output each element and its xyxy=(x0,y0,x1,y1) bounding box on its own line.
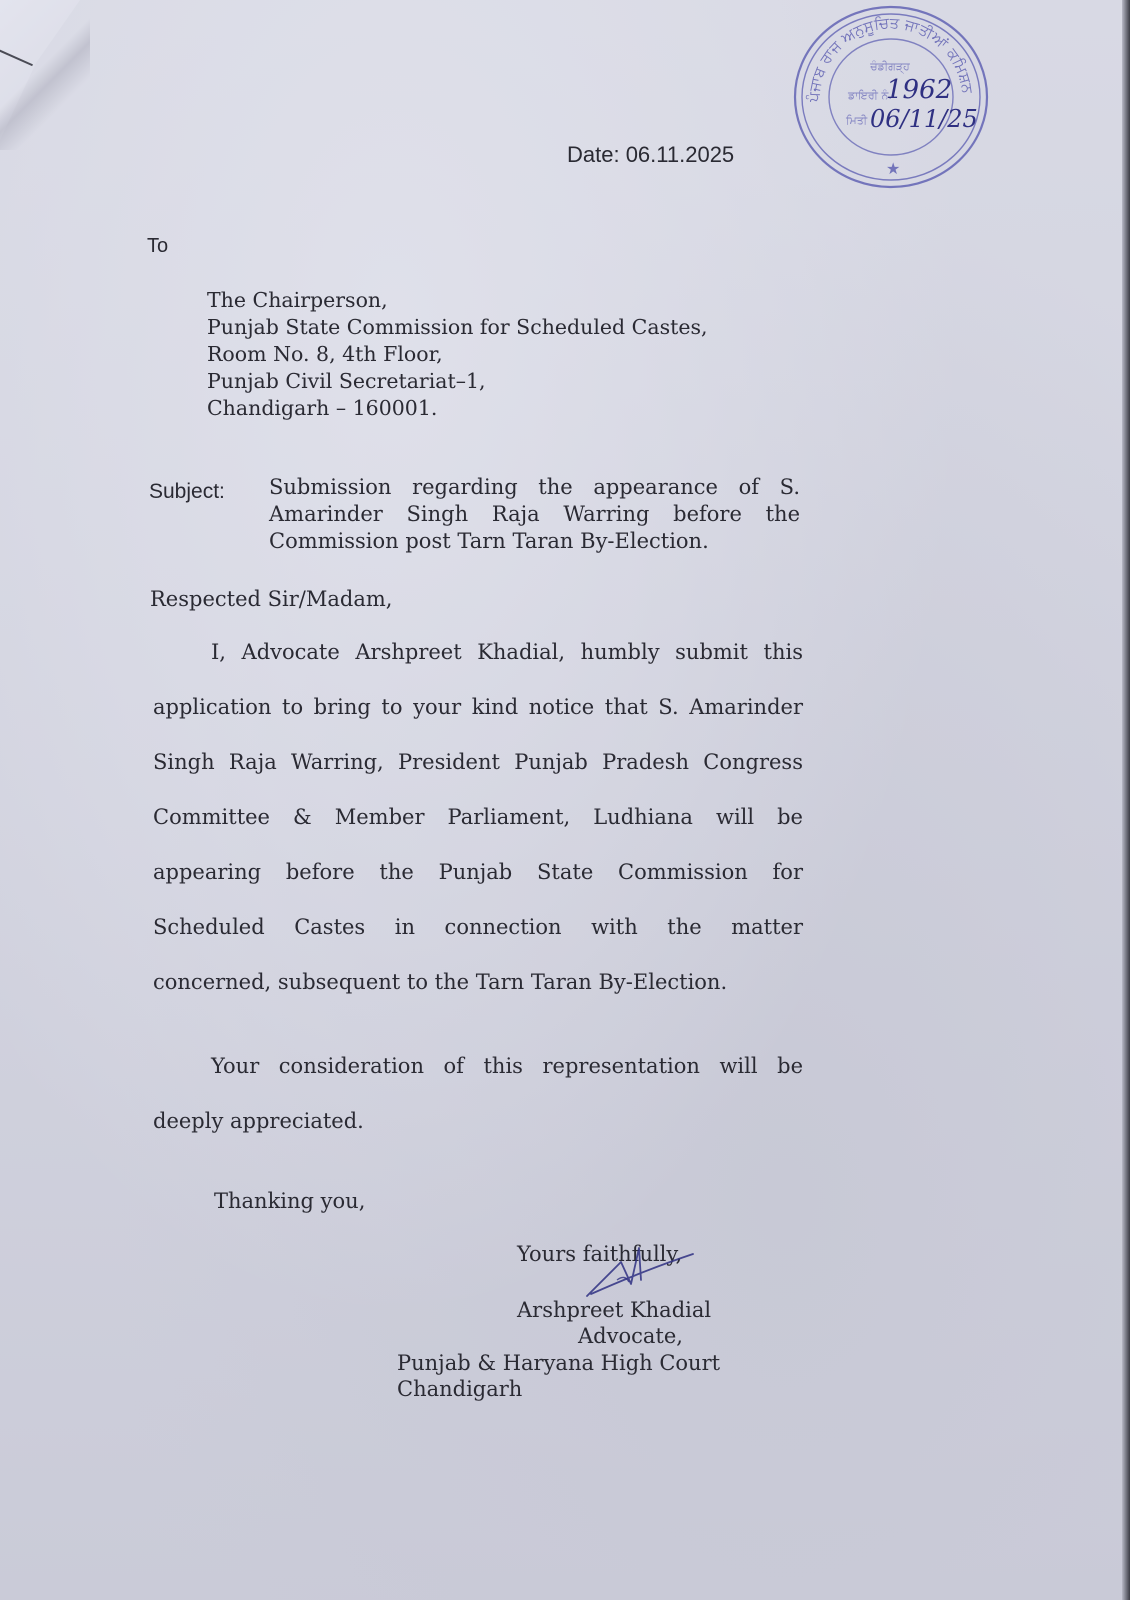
page-edge-shadow xyxy=(1122,0,1130,1600)
closing: Thanking you, xyxy=(214,1189,366,1213)
body-line: Scheduled Castes in connection with the matter xyxy=(153,915,803,939)
body-line: Your consideration of this representation will be xyxy=(211,1054,803,1078)
to-label: To xyxy=(147,235,169,257)
sign-off: Yours faithfully, xyxy=(517,1242,683,1266)
recipient-line: Chandigarh – 160001. xyxy=(207,396,438,420)
receipt-stamp xyxy=(790,2,990,192)
body-line: deeply appreciated. xyxy=(153,1109,364,1133)
stamp-date: 06/11/25 xyxy=(870,105,978,133)
body-line: Committee & Member Parliament, Ludhiana will be xyxy=(153,805,803,829)
stamp-diary-label: ਡਾਇਰੀ ਨੰ. xyxy=(848,89,892,102)
recipient-address xyxy=(207,287,708,422)
body-line: concerned, subsequent to the Tarn Taran By-Election. xyxy=(153,970,728,994)
stamp-diary-number: 1962 xyxy=(886,75,953,105)
letter-date: Date: 06.11.2025 xyxy=(567,142,735,167)
signatory-court: Punjab & Haryana High Court xyxy=(397,1351,721,1375)
recipient-line: Punjab Civil Secretariat–1, xyxy=(207,369,486,393)
recipient-line: Punjab State Commission for Scheduled Castes, xyxy=(207,315,708,339)
salutation: Respected Sir/Madam, xyxy=(150,587,393,611)
signatory-city: Chandigarh xyxy=(397,1377,523,1401)
subject-label: Subject: xyxy=(149,480,225,503)
stamp-date-label: ਮਿਤੀ xyxy=(846,114,868,127)
body-line: appearing before the Punjab State Commission for xyxy=(153,860,803,884)
body-line: Singh Raja Warring, President Punjab Pradesh Congress xyxy=(153,750,803,774)
subject-text xyxy=(269,474,800,555)
handwritten-signature xyxy=(575,1240,705,1300)
stamp-city-label: ਚੰਡੀਗੜ੍ਹ xyxy=(870,60,910,73)
star-icon: ★ xyxy=(886,159,901,178)
folded-corner xyxy=(0,0,80,140)
subject-line: Submission regarding the appearance of S. xyxy=(269,475,800,499)
body-line: I, Advocate Arshpreet Khadial, humbly submit this xyxy=(211,640,803,664)
subject-line: Amarinder Singh Raja Warring before the xyxy=(269,502,800,526)
body-line: application to bring to your kind notice that S. Amarinder xyxy=(153,695,803,719)
recipient-line: Room No. 8, 4th Floor, xyxy=(207,342,443,366)
signatory-name: Arshpreet Khadial xyxy=(517,1298,712,1322)
stamp-outer-text: ਪੰਜਾਬ ਰਾਜ ਅਨੁਸੂਚਿਤ ਜਾਤੀਆਂ ਕਮਿਸ਼ਨ xyxy=(804,13,977,103)
recipient-line: The Chairperson, xyxy=(207,288,388,312)
subject-line: Commission post Tarn Taran By-Election. xyxy=(269,529,709,553)
signatory-designation: Advocate, xyxy=(578,1324,683,1348)
